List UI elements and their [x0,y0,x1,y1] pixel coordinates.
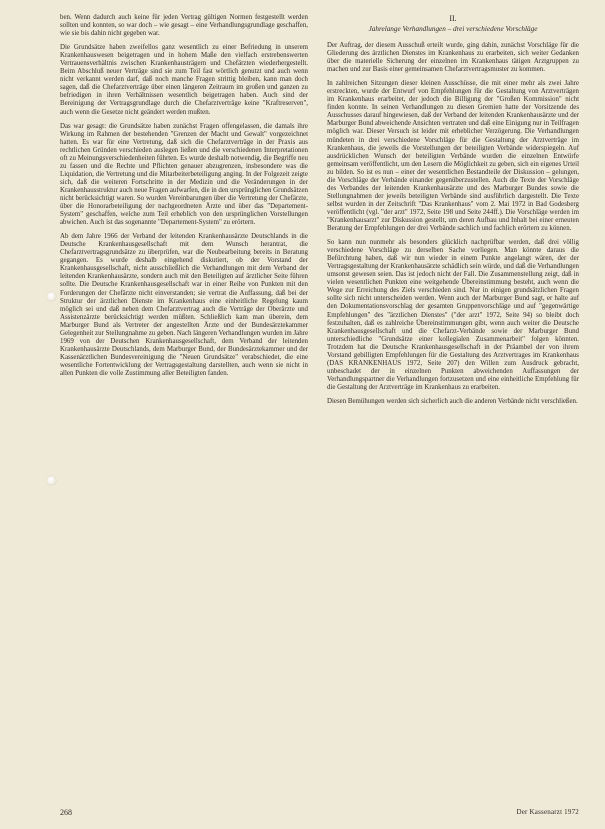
footer-source: Der Kassenarzt 1972 [516,808,579,816]
paragraph: So kann nun nunmehr als besonders glücklich nachprüfbar werden, daß drei völlig verschiedene Vorschläge zu derselben Sache vorliegen. Man könnte daraus die Befürchtung haben, daß wir nun wieder in einem Punkte angelangt wären, der der Vertragsgestaltung der Krankenhausärzte schädlich sein würde, und daß die Verhandlungen umsonst gewesen seien. Das ist jedoch nicht der Fall. Die Zusammenstellung zeigt, daß in vielen wesentlichen Punkten eine weitgehende Übereinstimmung besteht, auch wenn die Wege zur Erreichung des Ziels verschieden sind. Nur in einigen grundsätzlichen Fragen sollte sich nicht unterscheiden werden. Wenn auch der Marburger Bund sagt, er halte auf den Dokumentationsvorschlag der gesamten Gruppenvorschläge und auf "gegenwärtige Empfehlungen" des "ärztlichen Dienstes" ("der arzt" 1972, Seite 94) so bleibt doch festzuhalten, daß es zahlreiche Übereinstimmungen gibt, wenn auch weiter die Deutsche Krankenhausgesellschaft und die Chefarzt-Verbände sowie der Marburger Bund unterschiedliche "Grundsätze einer kollegialen Zusammenarbeit" folgen könnten. Trotzdem hat die Deutsche Krankenhausgesellschaft in der Präambel der von ihrem Vorstand gebilligten Empfehlungen für die Gestaltung des Arztvertrages im Krankenhaus (DAS KRANKENHAUS 1972, Seite 207) den Willen zum Ausdruck gebracht, unbeschadet der in einzelnen Punkten abweichenden Auffassungen der Verhandlungspartner die Verhandlungen fortzusetzen und eine einheitliche Empfehlung für die Gestaltung der Arztverträge im Krankenhaus zu erarbeiten. [327,239,579,391]
section-number: II. [449,14,457,23]
punch-hole [47,292,56,301]
page-number: 268 [60,808,72,817]
paragraph: Der Auftrag, der diesem Ausschuß erteilt wurde, ging dahin, zunächst Vorschläge für die Gliederung des ärztlichen Dienstes im Krankenhaus zu erarbeiten, sich weiter Gedanken über die materielle Sicherung der einzelnen im Krankenhaus tätigen Arztgruppen zu machen und zur Basis einer gemeinsamen Chefarztvertragsmuster zu kommen. [327,42,579,74]
paragraph: Das war gesagt: die Grundsätze haben zunächst Fragen offengelassen, die damals ihre Wirkung im Rahmen der bestehenden "Grenzen der Macht und Gewalt" vorgezeichnet hatten. Es war für eine Vertretung, daß sich die Chefarztverträge in der Praxis aus rechtlichen Gründen verschieden auslegen ließen und die verschiedenen Interpretationen oft zu Meinungsverschiedenheiten führten. Es wurde deshalb notwendig, die Begriffe neu zu fassen und die Rechte und Pflichten genauer abzugrenzen, insbesondere was die Liquidation, die Vertretung und die Mitarbeiterbeteiligung anging. In der Folgezeit zeigte sich, daß die weiteren Fortschritte in der Medizin und die Veränderungen in der Krankenhausstruktur auch neue Fragen aufwarfen, die in den ursprünglichen Grundsätzen nicht berücksichtigt waren. So wurden Vereinbarungen über die Vertretung der Chefärzte, über die Honorarbeteiligung der nachgeordneten Ärzte und über das "Departement-System" geschaffen, welche zum Teil erheblich von den ursprünglichen Vorstellungen abwichen. Auch ist das sogenannte "Departement-System" zu erörtern. [60,122,308,227]
left-text-column [60,14,308,384]
section-heading: Jahrelange Verhandlungen – drei verschiedene Vorschläge [368,25,538,33]
paragraph: Die Grundsätze haben zweifellos ganz wesentlich zu einer Befriedung in unserem Krankenhauswesen beigetragen und in hohem Maße den vielfach erstrebenswerten Vertrauensverhältnis zwischen Krankenhausträgern und Chefärzten wiederhergestellt. Beim Abschluß neuer Verträge sind sie zum Teil fast wörtlich genutzt und auch wenn nicht verkannt werden darf, daß noch manche Fragen strittig bleiben, kann man doch sagen, daß die Chefarztverträge über einen längeren Zeitraum im großen und ganzen zu befriedigen in ihren Verhältnissen wesentlich beigetragen haben. Auch sind der Bereinigung der Vertragsgrundlage durch die Chefarztverträge keine "Kraftreserven", auch wenn die Gesetze nicht geändert werden mußten. [60,44,308,116]
paragraph: Diesen Bemühungen werden sich sicherlich auch die anderen Verbände nicht verschließen. [327,397,578,405]
paragraph: Ab dem Jahre 1966 der Verband der leitenden Krankenhausärzte Deutschlands in die Deutsche Krankenhausgesellschaft mit dem Wunsch herantrat, die Chefarztvertragsgrundsätze zu überprüfen, war die Neubearbeitung bereits in Beratung gegangen. Es wurde deshalb eingehend diskutiert, ob der Vorstand der Krankenhausgesellschaft, nicht ausschließlich die Verhandlungen mit dem Verband der leitenden Krankenhausärzte, sondern auch mit den Beteiligten auf ärztlicher Seite führen sollte. Die Deutsche Krankenhausgesellschaft war in einer Reihe von Punkten mit den Forderungen der Chefärzte nicht einverstanden; sie vertrat die Auffassung, daß bei der Struktur der ärztlichen Dienste im Krankenhaus eine einheitliche Regelung kaum möglich sei und daß neben dem Chefarztvertrag auch die Verträge der Oberärzte und Assistenzärzte berücksichtigt werden müßten. Schließlich kam man überein, dem Marburger Bund als Vertreter der angestellten Ärzte und der Bundesärztekammer Gelegenheit zur Stellungnahme zu geben. Nach längeren Verhandlungen wurden im Jahre 1969 von der Deutschen Krankenhausgesellschaft, dem Verband der leitenden Krankenhausärzte Deutschlands, dem Marburger Bund, der Bundesärztekammer und der Kassenärztlichen Bundesvereinigung die "Neuen Grundsätze" verabschiedet, die eine wesentliche Fortentwicklung der Vertragsgestaltung darstellten, auch wenn sie nicht in allen Punkten die volle Zustimmung aller Beteiligten fanden. [60,233,308,377]
punch-hole [47,476,56,485]
paragraph: In zahlreichen Sitzungen dieser kleinen Ausschüsse, die mit einer mehr als zwei Jahre erstreckten, wurde der Entwurf von Empfehlungen für die Gestaltung von Arztverträgen im Krankenhaus erarbeitet, der jedoch die Billigung der "Großen Kommission" nicht finden konnte. In seinen Verhandlungen zu diesen Gremien hatte der Vorsitzende des Ausschusses darauf hingewiesen, daß der Verband der leitenden Krankenhausärzte und der Marburger Bund abweichende Ansichten vertraten und daß eine Einigung nur in Teilfragen möglich war. Dieser Versuch ist leider mit erheblicher Verzögerung. Die Verhandlungen mündeten in drei verschiedene Vorschläge für die Gestaltung der Arztverträge im Krankenhaus, die jeweils die Vorstellungen der beteiligten Verbände widerspiegeln. Auf ausdrücklichen Wunsch der beteiligten Verbände wurden die einzelnen Entwürfe gemeinsam veröffentlicht, um den Lesern die Möglichkeit zu geben, sich ein eigenes Urteil zu bilden. So ist es nun – einer der wesentlichen Bestandteile der Diskussion – gelungen, die Vorschläge der Verbände einander gegenüberzustellen. Auch die Texte der Vorschläge des Verbandes der leitenden Krankenhausärzte und des Marburger Bundes sowie die Stellungnahmen der jeweils beteiligten Verbände sind ausführlich dargestellt. Die Texte selbst wurden in der Zeitschrift "Das Krankenhaus" vom 2. Mai 1972 in Bad Godesberg veröffentlicht (vgl. "der arzt" 1972, Seite 198 und Seite 244ff.). Die Vorschläge werden im "Krankenhausarzt" zur Diskussion gestellt, um deren Aufbau und Inhalt bei einer erneuten Beratung der Empfehlungen der drei Verbände sachlich und fachlich erörtern zu können. [327,80,579,233]
right-text-column [327,14,579,412]
paragraph: ben. Wenn dadurch auch keine für jeden Vertrag gültigen Normen festgestellt werden sollten und konnten, so war doch – wie gesagt – eine Verhandlungsgrundlage geschaffen, wie sie bis dahin nicht gegeben war. [60,14,308,38]
